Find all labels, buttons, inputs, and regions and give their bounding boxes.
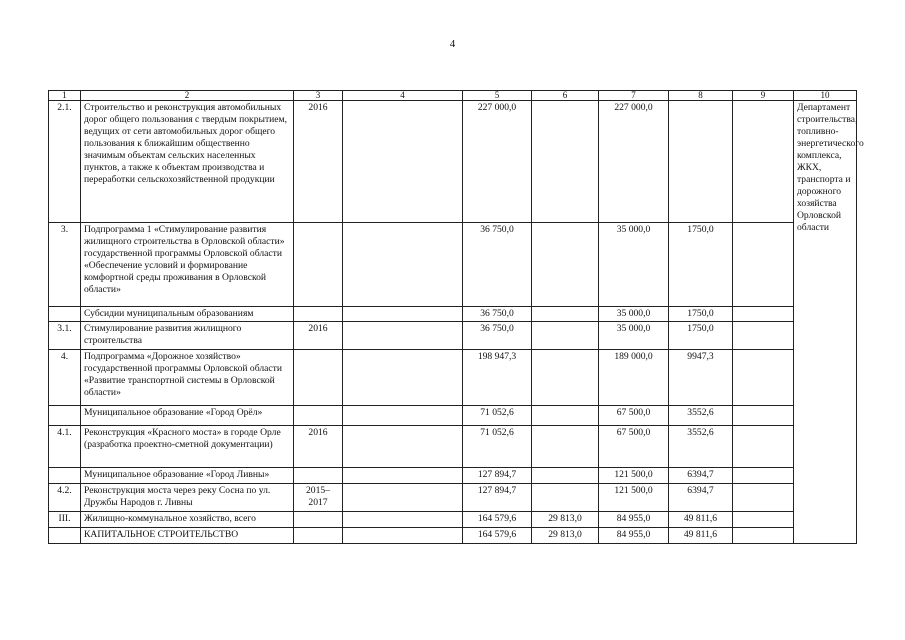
row-number [49, 405, 81, 425]
row-col4 [343, 527, 463, 543]
row-col5: 71 052,6 [463, 425, 532, 467]
row-col5: 36 750,0 [463, 321, 532, 349]
row-description: Реконструкция моста через реку Сосна по ул. Дружбы Народов г. Ливны [81, 483, 294, 511]
row-col6 [532, 349, 599, 405]
row-description: Реконструкция «Красного моста» в городе Орле (разработка проектно-сметной документации) [81, 425, 294, 467]
row-year: 2015–2017 [294, 483, 343, 511]
row-year [294, 527, 343, 543]
table-row [49, 467, 857, 483]
row-col8: 3552,6 [669, 425, 733, 467]
row-description: Муниципальное образование «Город Ливны» [81, 467, 294, 483]
row-col7: 84 955,0 [599, 511, 669, 527]
row-col4 [343, 511, 463, 527]
table-row [49, 307, 857, 322]
row-col6: 29 813,0 [532, 511, 599, 527]
row-col8: 49 811,6 [669, 511, 733, 527]
row-year [294, 405, 343, 425]
row-number [49, 527, 81, 543]
responsible-department: Департамент строительства, топливно-энергетического комплекса, ЖКХ, транспорта и дорожного хозяйства Орловской области [794, 101, 857, 544]
row-col5: 71 052,6 [463, 405, 532, 425]
row-number: 4.1. [49, 425, 81, 467]
row-col8: 6394,7 [669, 467, 733, 483]
row-col6: 29 813,0 [532, 527, 599, 543]
row-description: Строительство и реконструкция автомобильных дорог общего пользования с твердым покрытием, ведущих от сети автомобильных дорог общего пользования к ближайшим общественно значимым объектам сельских населенных пунктов, а также к объектам производства и переработки сельскохозяйственной продукции [81, 101, 294, 223]
table-row [49, 349, 857, 405]
row-col5: 164 579,6 [463, 527, 532, 543]
table-row [49, 425, 857, 467]
row-col6 [532, 425, 599, 467]
row-col7: 227 000,0 [599, 101, 669, 223]
row-col9 [733, 511, 794, 527]
row-col7: 35 000,0 [599, 223, 669, 307]
header-cell: 2 [81, 91, 294, 101]
row-col4 [343, 307, 463, 322]
row-year: 2016 [294, 101, 343, 223]
row-col7: 67 500,0 [599, 405, 669, 425]
row-col5: 127 894,7 [463, 467, 532, 483]
row-col8: 1750,0 [669, 223, 733, 307]
row-col8: 49 811,6 [669, 527, 733, 543]
row-col5: 36 750,0 [463, 307, 532, 322]
row-col6 [532, 307, 599, 322]
row-col9 [733, 321, 794, 349]
row-year [294, 349, 343, 405]
header-row [49, 91, 857, 101]
row-number: 4. [49, 349, 81, 405]
header-cell: 7 [599, 91, 669, 101]
row-col5: 36 750,0 [463, 223, 532, 307]
row-col8: 9947,3 [669, 349, 733, 405]
row-col7: 121 500,0 [599, 467, 669, 483]
header-cell: 3 [294, 91, 343, 101]
row-col4 [343, 483, 463, 511]
row-description: Стимулирование развития жилищного строительства [81, 321, 294, 349]
row-col5: 127 894,7 [463, 483, 532, 511]
row-description: Подпрограмма «Дорожное хозяйство» государственной программы Орловской области «Развитие транспортной системы в Орловской области» [81, 349, 294, 405]
row-col8: 1750,0 [669, 321, 733, 349]
table-row [49, 405, 857, 425]
row-col4 [343, 425, 463, 467]
row-col6 [532, 101, 599, 223]
row-col9 [733, 405, 794, 425]
row-col5: 164 579,6 [463, 511, 532, 527]
row-year [294, 467, 343, 483]
row-number: III. [49, 511, 81, 527]
row-col7: 189 000,0 [599, 349, 669, 405]
table-row [49, 527, 857, 543]
row-col9 [733, 307, 794, 322]
row-col5: 198 947,3 [463, 349, 532, 405]
row-number: 4.2. [49, 483, 81, 511]
row-year [294, 307, 343, 322]
row-number: 3.1. [49, 321, 81, 349]
header-cell: 1 [49, 91, 81, 101]
row-description: Жилищно-коммунальное хозяйство, всего [81, 511, 294, 527]
table-row [49, 321, 857, 349]
header-cell: 4 [343, 91, 463, 101]
row-number [49, 467, 81, 483]
table-row [49, 511, 857, 527]
row-number: 2.1. [49, 101, 81, 223]
budget-table [48, 90, 864, 544]
row-description: КАПИТАЛЬНОЕ СТРОИТЕЛЬСТВО [81, 527, 294, 543]
row-col7: 35 000,0 [599, 321, 669, 349]
row-col6 [532, 467, 599, 483]
header-cell: 6 [532, 91, 599, 101]
row-col4 [343, 467, 463, 483]
row-col7: 121 500,0 [599, 483, 669, 511]
row-col4 [343, 405, 463, 425]
row-col6 [532, 321, 599, 349]
row-col5: 227 000,0 [463, 101, 532, 223]
table-row [49, 101, 857, 223]
row-col7: 67 500,0 [599, 425, 669, 467]
table-row [49, 223, 857, 307]
row-col9 [733, 467, 794, 483]
row-number: 3. [49, 223, 81, 307]
row-year [294, 223, 343, 307]
row-col9 [733, 483, 794, 511]
row-col8: 3552,6 [669, 405, 733, 425]
row-col6 [532, 405, 599, 425]
row-col8: 6394,7 [669, 483, 733, 511]
row-col8: 1750,0 [669, 307, 733, 322]
row-col8 [669, 101, 733, 223]
header-cell: 9 [733, 91, 794, 101]
row-col6 [532, 223, 599, 307]
row-col4 [343, 101, 463, 223]
row-col9 [733, 527, 794, 543]
row-year [294, 511, 343, 527]
row-year: 2016 [294, 321, 343, 349]
row-col9 [733, 101, 794, 223]
table-body [49, 90, 864, 544]
row-year: 2016 [294, 425, 343, 467]
table-row [49, 483, 857, 511]
row-description: Муниципальное образование «Город Орёл» [81, 405, 294, 425]
row-col9 [733, 349, 794, 405]
header-cell: 5 [463, 91, 532, 101]
row-number [49, 307, 81, 322]
header-cell: 8 [669, 91, 733, 101]
row-col4 [343, 349, 463, 405]
page-number: 4 [449, 38, 456, 50]
row-description: Подпрограмма 1 «Стимулирование развития жилищного строительства в Орловской области» государственной программы Орловской области «Обеспечение условий и формирование комфортной среды проживания в Орловской области» [81, 223, 294, 307]
row-col7: 35 000,0 [599, 307, 669, 322]
row-col4 [343, 321, 463, 349]
row-col4 [343, 223, 463, 307]
row-description: Субсидии муниципальным образованиям [81, 307, 294, 322]
row-col9 [733, 425, 794, 467]
row-col7: 84 955,0 [599, 527, 669, 543]
row-col9 [733, 223, 794, 307]
header-cell: 10 [794, 91, 857, 101]
row-col6 [532, 483, 599, 511]
